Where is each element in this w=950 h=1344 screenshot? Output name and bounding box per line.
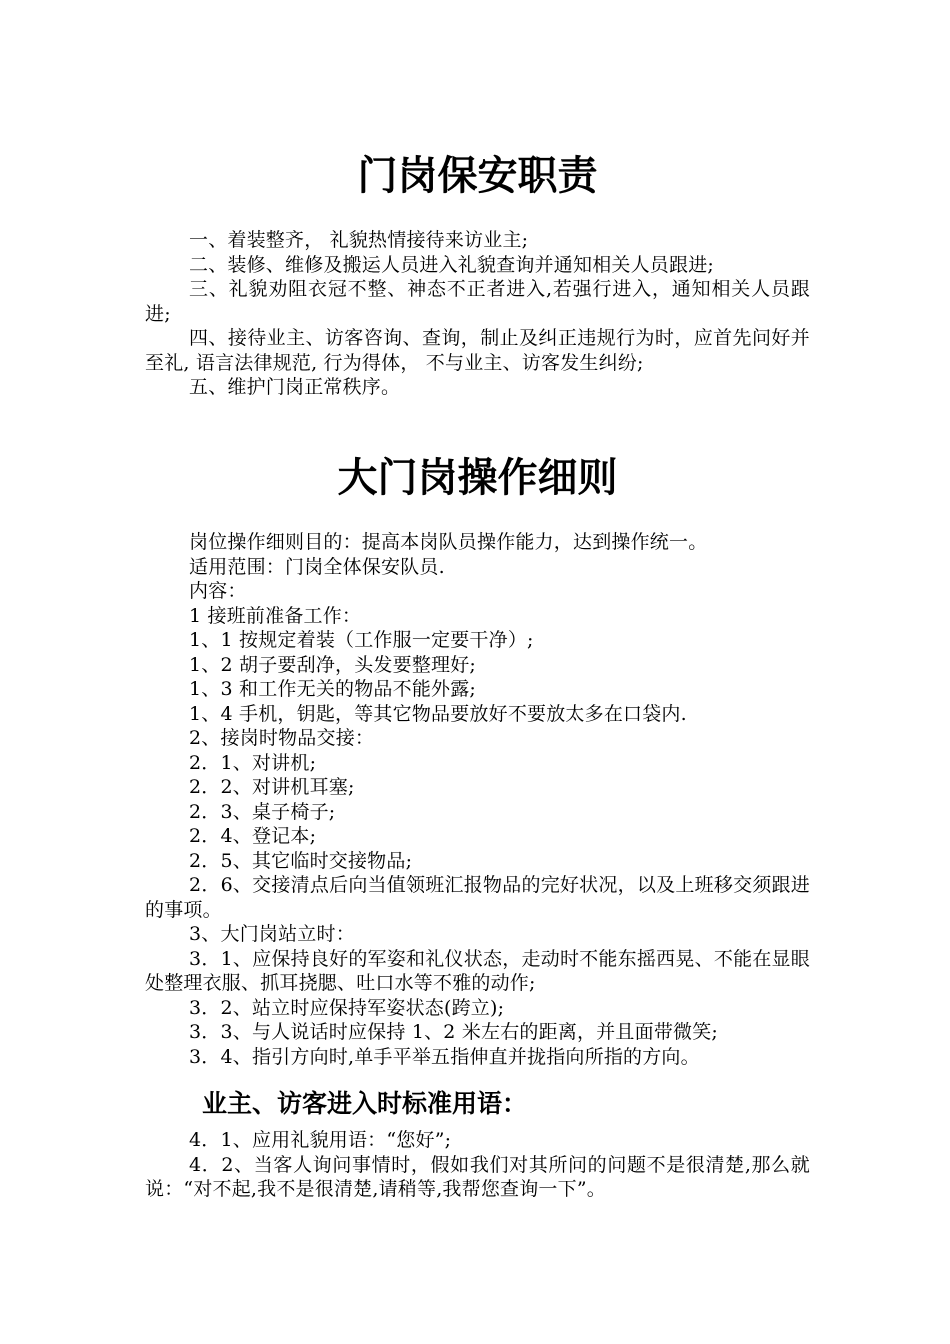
rule-1-1: 1、1 按规定着装（工作服一定要干净）; — [189, 629, 534, 651]
duties-section — [145, 228, 810, 400]
phrases-section — [145, 1128, 810, 1202]
phrase-4-1: 4．1、应用礼貌用语：“您好”; — [189, 1129, 452, 1151]
rule-2-5: 2．5、其它临时交接物品; — [189, 849, 413, 872]
rule-2-1: 2．1、对讲机; — [189, 751, 317, 774]
rule-content-label: 内容： — [189, 580, 247, 602]
rule-1: 1 接班前准备工作： — [189, 604, 362, 627]
rule-3-4: 3．4、指引方向时,单手平举五指伸直并拢指向所指的方向。 — [189, 1045, 700, 1068]
rule-2-6: 2．6、交接清点后向当值领班汇报物品的完好状况，以及上班移交须跟进的事项。 — [145, 874, 810, 921]
rule-3-2: 3．2、站立时应保持军姿状态(跨立); — [189, 996, 505, 1019]
subhead-standard-phrases: 业主、访客进入时标准用语： — [202, 1089, 528, 1118]
rule-scope: 适用范围：门岗全体保安队员. — [189, 555, 445, 578]
rule-3-1: 3．1、应保持良好的军姿和礼仪状态，走动时不能东摇西晃、不能在显眼处整理衣服、抓耳挠腮、吐口水等不雅的动作; — [145, 947, 810, 994]
rules-section — [145, 530, 810, 1069]
duty-5: 五、维护门岗正常秩序。 — [189, 376, 401, 398]
rule-2: 2、接岗时物品交接： — [189, 727, 375, 749]
title-main-gate-rules: 大门岗操作细则 — [337, 455, 618, 501]
rule-3-3: 3．3、与人说话时应保持 1、2 米左右的距离，并且面带微笑; — [189, 1021, 719, 1043]
duty-2: 二、装修、维修及搬运人员进入礼貌查询并通知相关人员跟进; — [189, 253, 715, 276]
title-gate-guard-duties: 门岗保安职责 — [357, 153, 598, 199]
rule-purpose: 岗位操作细则目的：提高本岗队员操作能力，达到操作统一。 — [189, 531, 708, 553]
rule-1-2: 1、2 胡子要刮净，头发要整理好; — [189, 653, 477, 676]
phrase-4-2: 4．2、当客人询问事情时，假如我们对其所问的问题不是很清楚,那么就说：“对不起,我不是很清楚,请稍等,我帮您查询一下”。 — [145, 1153, 810, 1200]
rule-1-3: 1、3 和工作无关的物品不能外露; — [189, 678, 477, 700]
rule-2-4: 2．4、登记本; — [189, 825, 317, 847]
duty-3: 三、礼貌劝阻衣冠不整、神态不正者进入,若强行进入，通知相关人员跟进; — [145, 278, 810, 325]
rule-2-2: 2．2、对讲机耳塞; — [189, 776, 355, 798]
rule-3: 3、大门岗站立时： — [189, 923, 355, 945]
rule-2-3: 2．3、桌子椅子; — [189, 800, 336, 823]
duty-4: 四、接待业主、访客咨询、查询，制止及纠正违规行为时，应首先问好并至礼, 语言法律规范, 行为得体， 不与业主、访客发生纠纷; — [145, 327, 810, 374]
rule-1-4: 1、4 手机，钥匙，等其它物品要放好不要放太多在口袋内. — [189, 702, 687, 725]
duty-1: 一、着装整齐， 礼貌热情接待来访业主; — [189, 229, 529, 251]
